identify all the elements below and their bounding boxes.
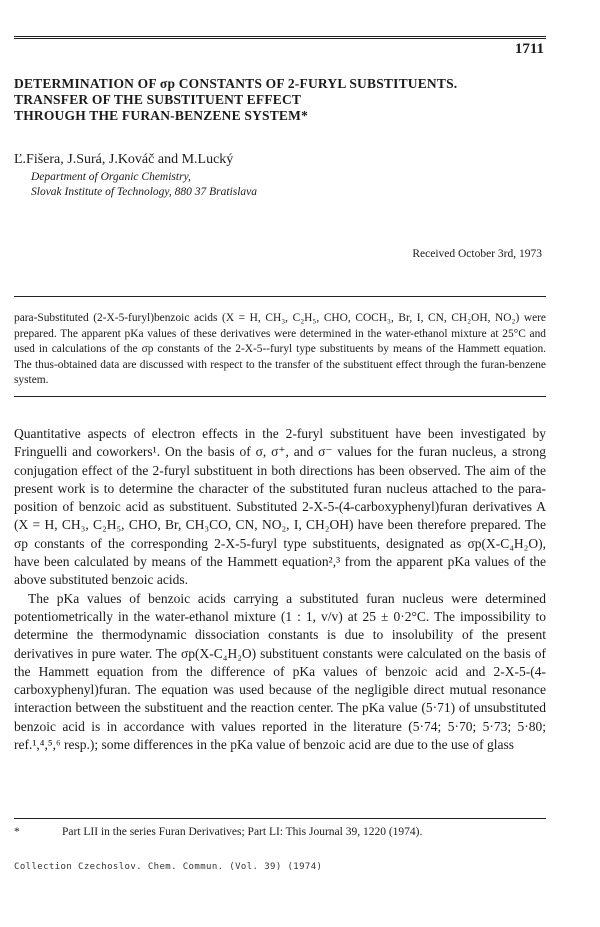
affiliation [31, 170, 257, 200]
abstract: para-Substituted (2-X-5-furyl)benzoic acids (X = H, CH₃, C₂H₅, CHO, COCH₃, Br, I, CN, CH₂OH, NO₂) were prepared. The apparent pKa values of these derivatives were determined in the water-ethanol mixture at 25°C and used in calculations of the σp constants of the 2-X-5--furyl type substituents by means of the Hammett equation. The thus-obtained data are discussed with respect to the transfer of the substituent effect through the furan-benzene system. [14, 312, 546, 386]
article-title [14, 76, 554, 124]
title-line-2: TRANSFER OF THE SUBSTITUENT EFFECT [14, 92, 302, 107]
paragraph-2: The pKa values of benzoic acids carrying a substituted furan nucleus were determined potentiometrically in the water-ethanol mixture (1 : 1, v/v) at 25 ± 0·2°C. The impossibility to determine the thermodynamic dissociation constants is due to insolubility of the present derivatives in pure water. The σp(X-C₄H₂O) substituent constants were calculated on the basis of the Hammett equation from the difference of pKa values of benzoic acid and 2-X-5-(4-carboxyphenyl)furan. The equation was used because of the negligible direct mutual resonance interaction between the substituent and the reaction center. The pKa value (5·71) of unsubstituted benzoic acid is in accordance with values reported in the literature (5·74; 5·70; 5·73; 5·80; ref.¹,⁴,⁵,⁶ resp.); some differences in the pKa value of benzoic acid are due to the use of glass [14, 590, 546, 753]
footnote-mark: * [14, 826, 20, 838]
abstract-bottom-rule [14, 396, 546, 397]
page-number: 1711 [514, 41, 544, 57]
authors: Ľ.Fišera, J.Surá, J.Kováč and M.Lucký [14, 152, 234, 167]
affiliation-line-2: Slovak Institute of Technology, 880 37 Bratislava [31, 186, 258, 198]
footnote-rule [14, 818, 546, 819]
footnote-text: Part LII in the series Furan Derivatives; Part LI: This Journal 39, 1220 (1974). [62, 826, 423, 838]
abstract-top-rule [14, 296, 546, 297]
top-rule [14, 36, 546, 39]
affiliation-line-1: Department of Organic Chemistry, [31, 171, 191, 183]
paragraph-1: Quantitative aspects of electron effects in the 2-furyl substituent have been investigated by Fringuelli and coworkers¹. On the basis of σ, σ⁺, and σ⁻ values for the furan nucleus, a strong conjugation effect of the 2-furyl substituent in both directions has been observed. The aim of the present work is to determine the character of the substituted furan nucleus attached to the para-position of benzoic acid as substituent. Substituted 2-X-5-(4-carboxyphenyl)furan derivatives A (X = H, CH₃, C₂H₅, CHO, Br, CH₃CO, CN, NO₂, I, CH₂OH) have been therefore prepared. The σp constants of the corresponding 2-X-5-furyl type substituents, designated as σp(X-C₄H₂O), have been calculated by means of the Hammett equation²,³ from the apparent pKa values of the above substituted benzoic acids. [14, 426, 546, 588]
title-line-3: THROUGH THE FURAN-BENZENE SYSTEM* [14, 108, 309, 123]
body-text [14, 425, 546, 754]
title-line-1: DETERMINATION OF σp CONSTANTS OF 2-FURYL SUBSTITUENTS. [14, 76, 458, 91]
received-date: Received October 3rd, 1973 [412, 248, 542, 260]
footnote [14, 826, 544, 838]
journal-footer: Collection Czechoslov. Chem. Commun. (Vol. 39) (1974) [14, 862, 323, 872]
